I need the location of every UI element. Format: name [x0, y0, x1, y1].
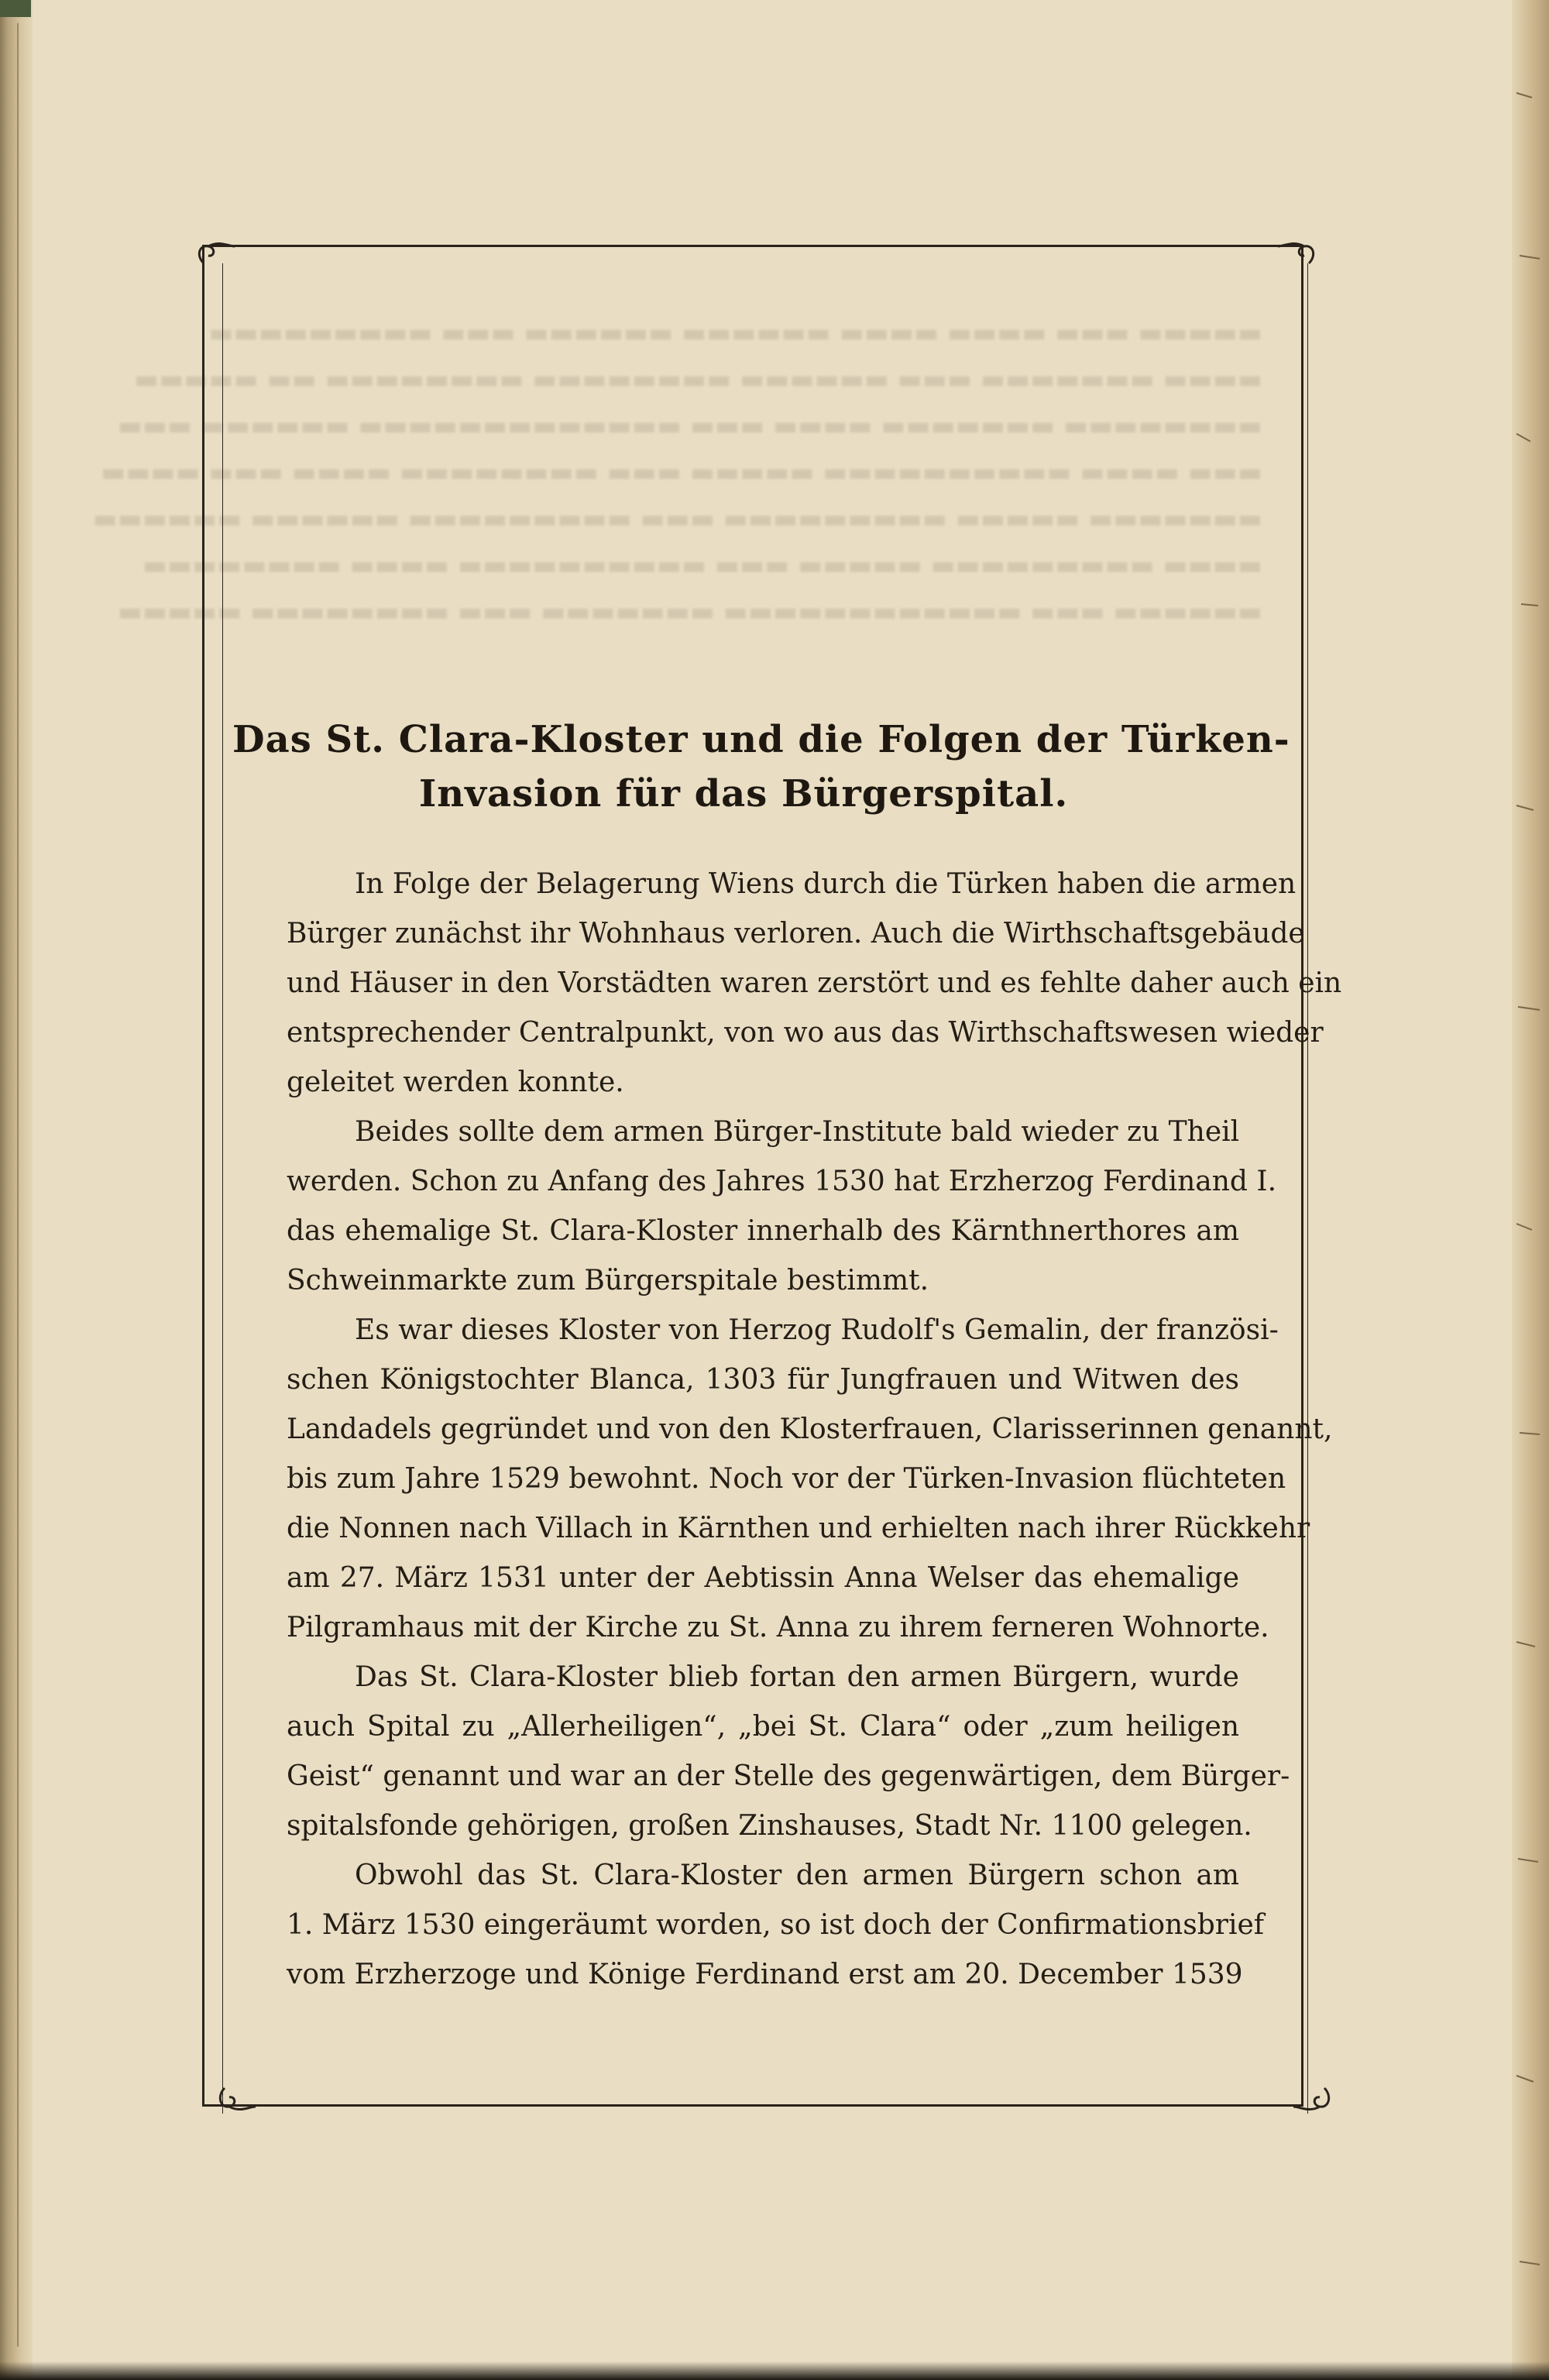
paragraph — [287, 1851, 1265, 2000]
corner-flourish-top-right — [1270, 232, 1324, 287]
corner-flourish-bottom-left — [209, 2073, 263, 2127]
text-line: die Nonnen nach Villach in Kärnthen und erhielten nach ihrer Rückkehr — [287, 1513, 1310, 1544]
text-line: auch Spital zu „Allerheiligen“, „bei St. Clara“ oder „zum heiligen — [287, 1711, 1239, 1743]
text-line: Das St. Clara-Kloster blieb fortan den armen Bürgern, wurde — [355, 1661, 1239, 1693]
paragraph — [287, 860, 1342, 1108]
text-line: bis zum Jahre 1529 bewohnt. Noch vor der Türken-Invasion flüchteten — [287, 1463, 1286, 1495]
corner-stain — [0, 0, 31, 17]
text-line: und Häuser in den Vorstädten waren zerstört und es fehlte daher auch ein — [287, 967, 1342, 999]
page-edge-marks — [1516, 0, 1544, 2380]
text-line: das ehemalige St. Clara-Kloster innerhalb des Kärnthnerthores am — [287, 1215, 1239, 1247]
title-line: Invasion für das Bürgerspital. — [418, 772, 1069, 816]
text-line: spitalsfonde gehörigen, großen Zinshauses, Stadt Nr. 1100 gelegen. — [287, 1810, 1252, 1842]
scan-bottom-shadow — [0, 2361, 1549, 2380]
body-text — [287, 860, 1342, 2000]
text-line: geleitet werden konnte. — [287, 1066, 624, 1098]
corner-flourish-top-left — [188, 232, 242, 287]
text-line: Beides sollte dem armen Bürger-Institute bald wieder zu Theil — [355, 1116, 1240, 1148]
chapter-title — [232, 713, 1290, 821]
spine-fold-line — [17, 23, 19, 2347]
book-spine — [0, 0, 33, 2380]
text-line: Es war dieses Kloster von Herzog Rudolf's Gemalin, der französi- — [355, 1314, 1279, 1346]
text-line: In Folge der Belagerung Wiens durch die Türken haben die armen — [355, 868, 1297, 900]
title-line: Das St. Clara-Kloster und die Folgen der Türken- — [232, 718, 1290, 761]
text-line: 1. März 1530 eingeräumt worden, so ist doch der Confirmationsbrief — [287, 1909, 1265, 1941]
text-line: schen Königstochter Blanca, 1303 für Jungfrauen und Witwen des — [287, 1364, 1239, 1396]
text-line: entsprechender Centralpunkt, von wo aus das Wirthschaftswesen wieder — [287, 1017, 1324, 1049]
text-line: Bürger zunächst ihr Wohnhaus verloren. Auch die Wirthschaftsgebäude — [287, 918, 1305, 950]
text-line: vom Erzherzoge und Könige Ferdinand erst am 20. December 1539 — [287, 1959, 1243, 1990]
text-line: Landadels gegründet und von den Klosterfrauen, Clarisserinnen genannt, — [287, 1413, 1333, 1445]
paragraph — [287, 1306, 1333, 1653]
text-line: werden. Schon zu Anfang des Jahres 1530 hat Erzherzog Ferdinand I. — [287, 1166, 1277, 1197]
text-line: Geist“ genannt und war an der Stelle des gegenwärtigen, dem Bürger- — [287, 1760, 1290, 1792]
paragraph — [287, 1108, 1277, 1306]
corner-flourish-bottom-right — [1286, 2073, 1340, 2127]
show-through-text: ▬▬▬▬▬ ▬▬▬ ▬▬▬▬ ▬▬▬▬ ▬▬▬▬▬▬ ▬▬▬▬▬▬ ▬▬▬ ▬▬▬▬▬▬▬▬▬ ▬▬▬▬ ▬▬▬▬▬▬▬ ▬▬▬ ▬▬▬▬▬▬ ▬▬▬▬▬▬▬▬ ▬▬▬▬▬▬▬▬ ▬▬ ▬▬▬▬▬ ▬▬▬▬▬▬▬▬ ▬▬▬▬▬▬▬ ▬▬▬▬ ▬▬▬ ▬▬▬▬▬▬▬▬▬▬▬▬▬ ▬▬▬▬▬▬ ▬▬▬ ▬▬▬ ▬▬▬▬ ▬▬▬▬▬▬▬▬▬▬ ▬▬▬▬▬ ▬▬▬ ▬▬▬▬▬▬▬▬ ▬▬▬▬ ▬▬▬ ▬▬▬▬ ▬▬▬▬▬▬▬ ▬▬▬▬▬ ▬▬▬▬▬▬▬▬▬ ▬▬▬ ▬▬▬▬▬▬▬▬▬ ▬▬▬▬▬▬ ▬▬▬▬▬▬ ▬▬▬▬ ▬▬▬▬▬▬▬▬▬ ▬▬▬▬▬ ▬▬▬ ▬▬▬▬▬▬▬▬▬▬ ▬▬▬▬ ▬▬▬▬▬▬▬▬ ▬▬▬▬▬▬ ▬▬▬ ▬▬▬▬▬▬▬▬▬▬▬▬ ▬▬▬▬▬▬▬ ▬▬▬ ▬▬▬▬▬▬▬▬ ▬▬▬▬▬ — [92, 318, 1262, 627]
text-line: am 27. März 1531 unter der Aebtissin Anna Welser das ehemalige — [287, 1562, 1239, 1594]
text-line: Pilgramhaus mit der Kirche zu St. Anna zu ihrem ferneren Wohnorte. — [287, 1612, 1269, 1643]
text-line: Obwohl das St. Clara-Kloster den armen Bürgern schon am — [355, 1860, 1239, 1891]
paragraph — [287, 1653, 1290, 1851]
text-line: Schweinmarkte zum Bürgerspitale bestimmt. — [287, 1265, 929, 1296]
